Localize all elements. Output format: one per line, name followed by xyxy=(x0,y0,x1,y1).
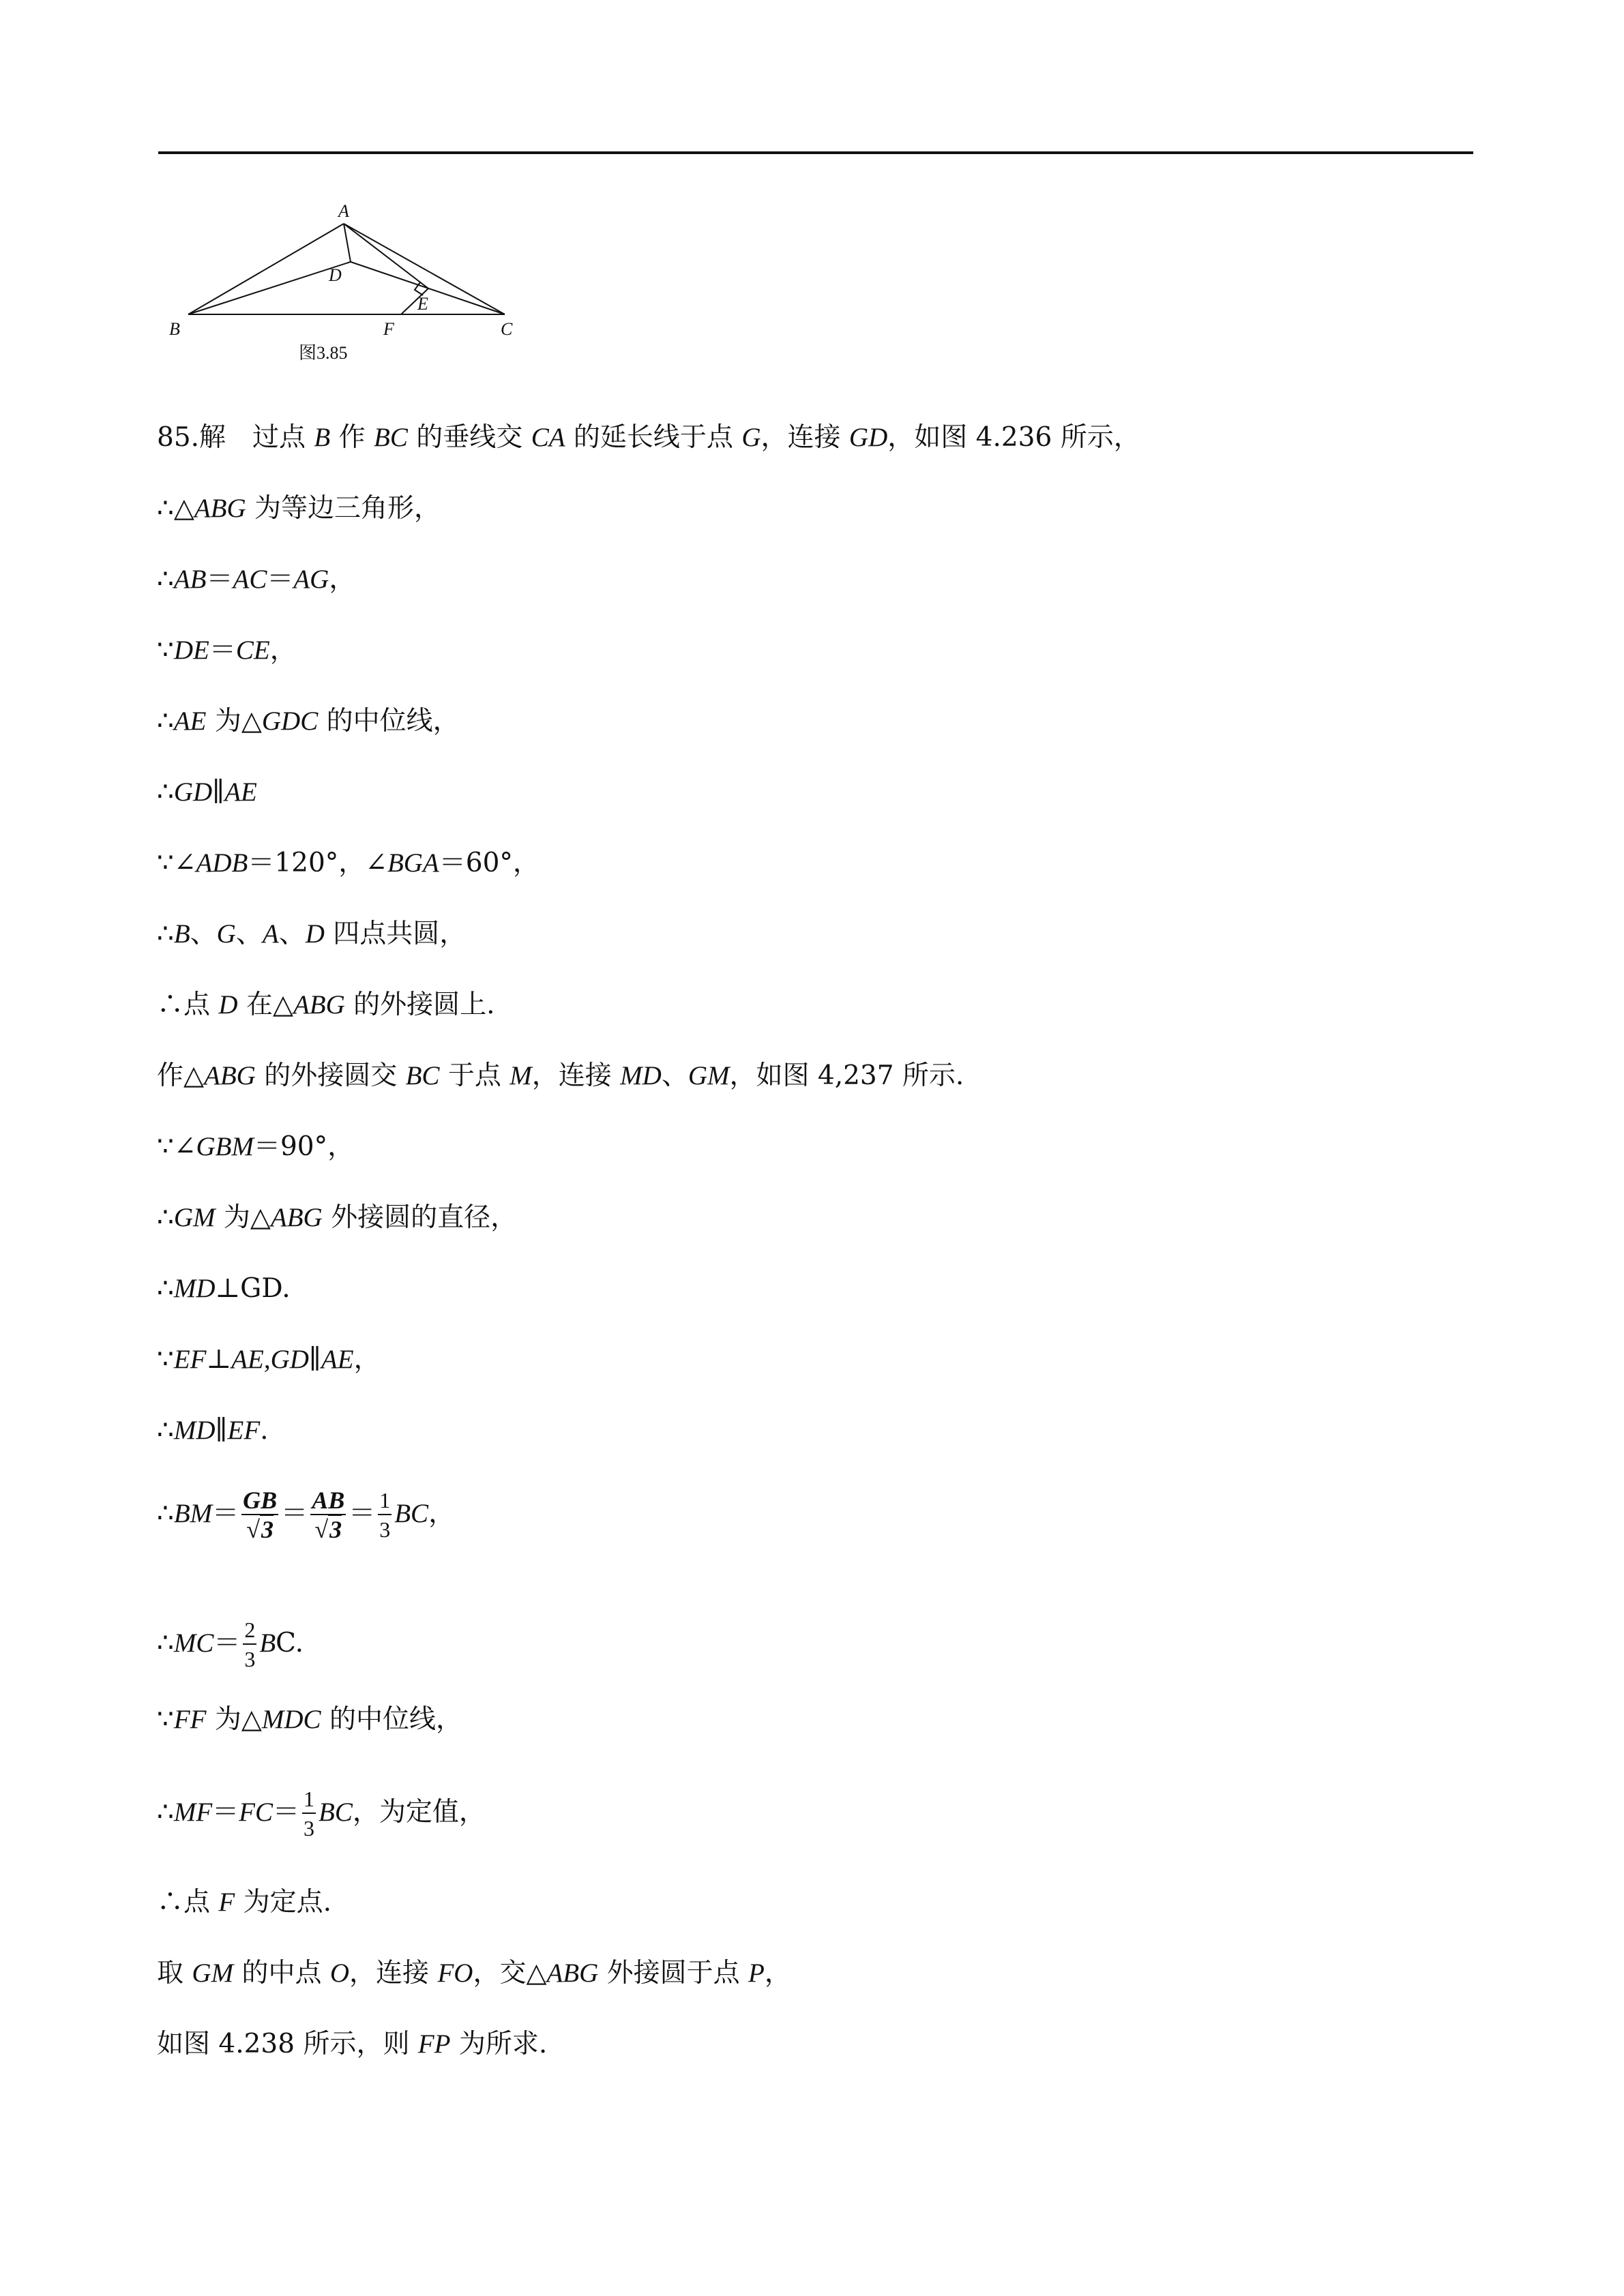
point-label-b: B xyxy=(169,319,180,339)
solution-line-19: ∴MF＝FC＝ $\frac{1}{3}$ BC，为定值， xyxy=(157,1785,486,1843)
fraction-gb-over-sqrt3: $\frac{GB}{√3}$ xyxy=(243,1487,278,1543)
solution-line-18: ∵FF 为△MDC 的中位线， xyxy=(157,1704,462,1735)
solution-line-20: ∴点 F 为定点. xyxy=(157,1887,332,1918)
fraction-one-third: $\frac{1}{3}$ xyxy=(379,1488,391,1542)
solution-line-3: ∴AB＝AC＝AG， xyxy=(157,564,356,595)
segment-ad xyxy=(344,224,351,262)
solution-line-16: ∴BM＝ $\frac{GB}{√3}$ ＝ $\frac{AB}{√3}$ ＝ $\frac{1}{3}$ BC， xyxy=(157,1487,456,1543)
point-label-c: C xyxy=(501,319,513,339)
solution-line-17: ∴MC＝ $\frac{2}{3}$ BC. xyxy=(157,1616,304,1673)
solution-line-12: ∴GM 为△ABG 外接圆的直径， xyxy=(157,1202,518,1233)
solution-line-15: ∴MD∥EF. xyxy=(157,1415,269,1446)
segment-bd xyxy=(188,262,351,314)
solution-line-4: ∵DE＝CE， xyxy=(157,635,297,666)
solution-line-1: 85.解 过点 B 作 BC 的垂线交 CA 的延长线于点 G，连接 GD，如图 4.236 所示， xyxy=(157,422,1140,453)
solution-line-7: ∵∠ADB＝120°，∠BGA＝60°， xyxy=(157,848,540,878)
solution-line-22: 如图 4.238 所示，则 FP 为所求. xyxy=(157,2029,548,2059)
solution-line-21: 取 GM 的中点 O，连接 FO，交△ABG 外接圆于点 P， xyxy=(157,1958,791,1988)
solution-line-6: ∴GD∥AE xyxy=(157,777,257,807)
segment-ae xyxy=(344,224,428,288)
solution-line-14: ∵EF⊥AE,GD∥AE， xyxy=(157,1344,381,1375)
header-rule xyxy=(158,151,1473,154)
solution-line-9: ∴点 D 在△ABG 的外接圆上. xyxy=(157,989,495,1020)
fraction-one-third: $\frac{1}{3}$ xyxy=(304,1787,315,1840)
point-label-e: E xyxy=(417,294,428,314)
figure-caption: 图3.85 xyxy=(299,343,348,363)
solution-line-11: ∵∠GBM＝90°， xyxy=(157,1131,355,1162)
solution-line-10: 作△ABG 的外接圆交 BC 于点 M，连接 MD、GM，如图 4,237 所示. xyxy=(157,1060,964,1091)
point-label-f: F xyxy=(383,319,394,339)
point-label-d: D xyxy=(329,265,342,285)
point-label-a: A xyxy=(338,201,349,221)
fraction-ab-over-sqrt3: $\frac{AB}{√3}$ xyxy=(312,1487,345,1543)
segment-ab xyxy=(188,224,344,314)
solution-line-8: ∴B、G、A、D 四点共圆， xyxy=(157,919,467,949)
solution-line-13: ∴MD⊥GD. xyxy=(157,1273,291,1304)
fraction-two-thirds: $\frac{2}{3}$ xyxy=(244,1617,256,1671)
triangle-diagram xyxy=(158,195,540,372)
geometry-figure xyxy=(158,195,540,372)
solution-line-5: ∴AE 为△GDC 的中位线， xyxy=(157,706,460,736)
solution-line-2: ∴△ABG 为等边三角形， xyxy=(157,493,441,524)
